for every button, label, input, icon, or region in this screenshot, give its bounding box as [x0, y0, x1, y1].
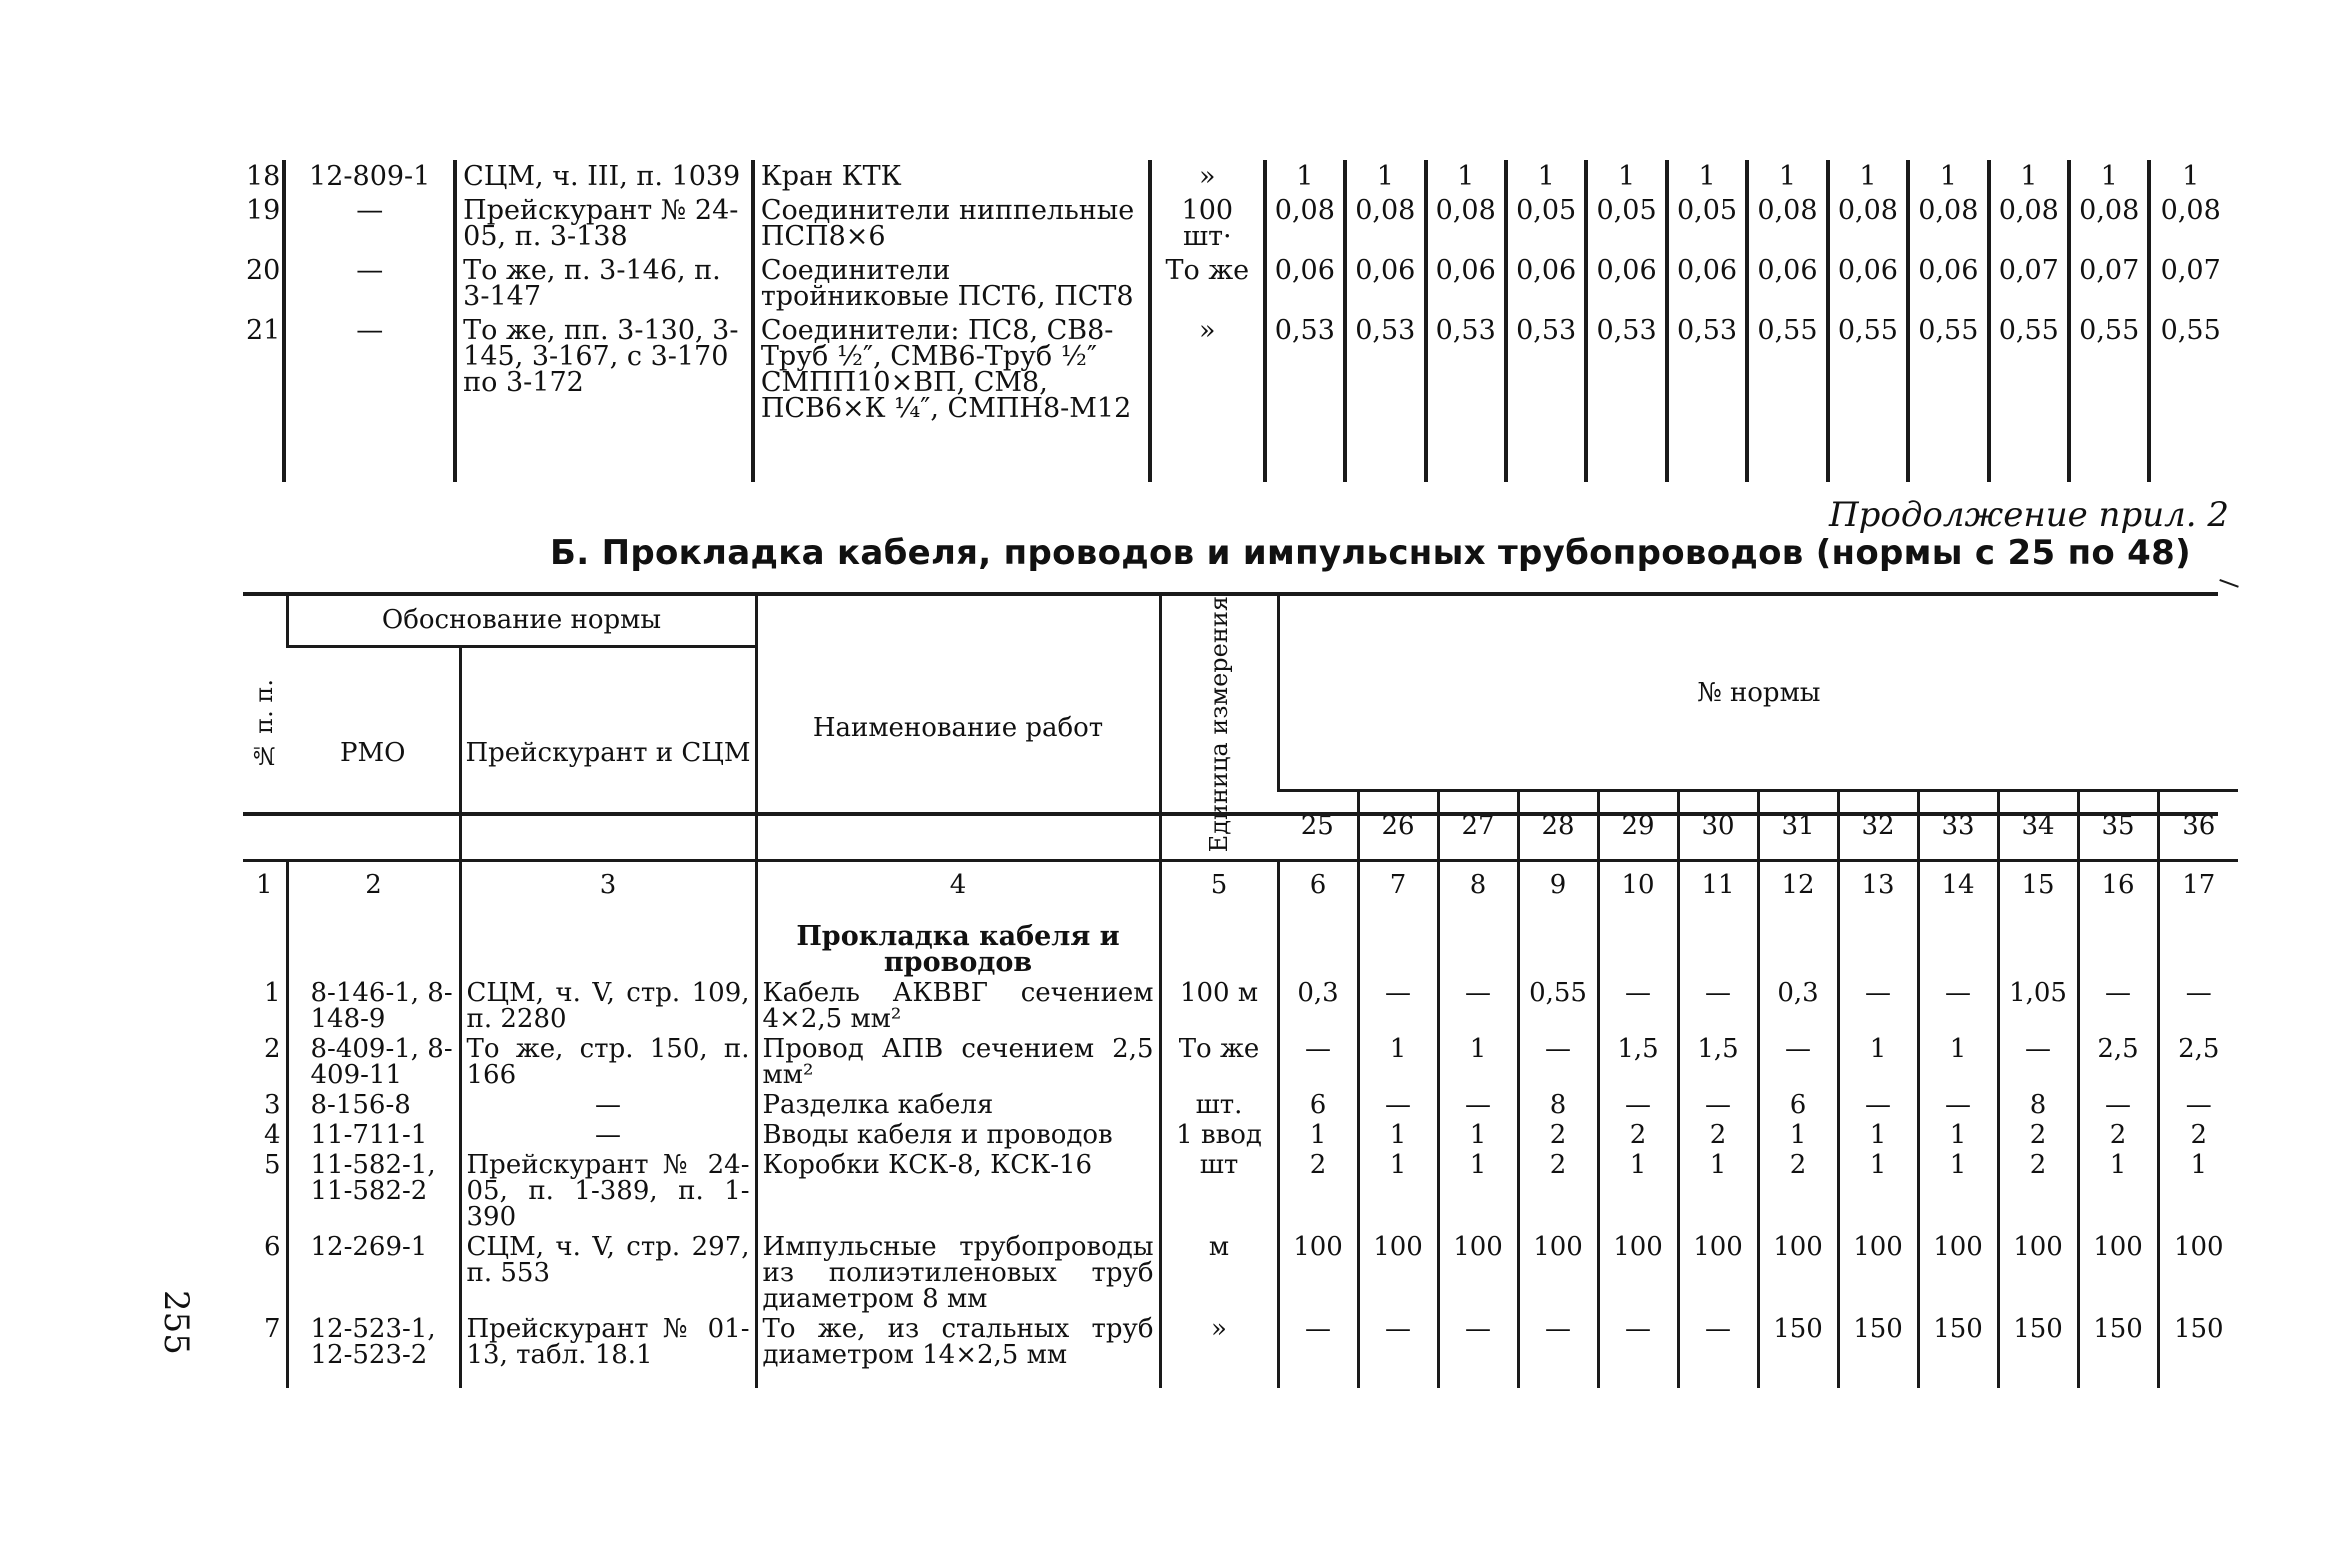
- header-basis: Обоснование нормы: [287, 596, 756, 646]
- price-ref: Прейскурант № 01-13, табл. 18.1: [460, 1314, 756, 1388]
- price-ref: —: [460, 1090, 756, 1120]
- norm-value: 0,08: [1265, 194, 1345, 254]
- header-price: Прейскурант и СЦМ: [460, 646, 756, 861]
- row-num: 3: [263, 1090, 281, 1121]
- norm-value: 1: [1265, 160, 1345, 194]
- norm-value: 0,05: [1586, 194, 1666, 254]
- norm-value: 150: [1838, 1314, 1918, 1388]
- empty-cell: [455, 426, 753, 482]
- column-number: 4: [756, 861, 1160, 909]
- norm-value: 100: [1758, 1232, 1838, 1314]
- work-name: Вводы кабеля и проводов: [756, 1120, 1160, 1150]
- work-name: То же, из стальных труб диаметром 14×2,5 мм: [756, 1314, 1160, 1388]
- empty-cell: [1989, 426, 2069, 482]
- norm-value: 1: [1838, 1034, 1918, 1090]
- norm-value: 100: [1838, 1232, 1918, 1314]
- header-rmo: РМО: [287, 646, 460, 861]
- norm-value: 1: [1358, 1150, 1438, 1232]
- price-ref: То же, пп. 3-130, 3-145, 3-167, с 3-170 по 3-172: [455, 314, 753, 426]
- column-number: 1: [255, 870, 273, 901]
- norm-value: 0,55: [1908, 314, 1988, 426]
- row-num: 4: [263, 1120, 281, 1151]
- norm-value: 2,5: [2078, 1034, 2158, 1090]
- norm-value: 150: [1918, 1314, 1998, 1388]
- empty-cell: [1586, 426, 1666, 482]
- norm-value: 0,05: [1667, 194, 1747, 254]
- table-row: [240, 160, 2230, 194]
- norm-value: —: [1598, 1314, 1678, 1388]
- norm-value: 1,5: [1598, 1034, 1678, 1090]
- empty-cell: [1667, 426, 1747, 482]
- norm-value: 0,53: [1345, 314, 1425, 426]
- norm-value: 0,06: [1506, 254, 1586, 314]
- norm-value: 2,5: [2158, 1034, 2238, 1090]
- norm-value: 1: [1506, 160, 1586, 194]
- section-heading: Б. Прокладка кабеля, проводов и импульсных трубопроводов (нормы с 25 по 48): [550, 533, 2191, 573]
- norm-value: 100: [1518, 1232, 1598, 1314]
- unit: шт: [1160, 1150, 1278, 1232]
- norm-value: 2: [1518, 1120, 1598, 1150]
- empty-cell: [284, 426, 455, 482]
- norm-value: 0,53: [1506, 314, 1586, 426]
- norm-value: —: [1598, 1090, 1678, 1120]
- norm-value: 1: [1838, 1120, 1918, 1150]
- norm-value: 1: [1678, 1150, 1758, 1232]
- work-name: Коробки КСК-8, КСК-16: [756, 1150, 1160, 1232]
- norm-value: 1: [1586, 160, 1666, 194]
- empty-cell: [2149, 426, 2230, 482]
- norm-value: —: [1838, 978, 1918, 1034]
- row-num: 7: [263, 1314, 281, 1345]
- norm-value: 100: [1918, 1232, 1998, 1314]
- norm-value: 2: [2158, 1120, 2238, 1150]
- price-ref: Прейскурант № 24-05, п. 3-138: [455, 194, 753, 254]
- table-row: [240, 194, 2230, 254]
- norm-value: —: [1758, 1034, 1838, 1090]
- norm-value: —: [1518, 1034, 1598, 1090]
- norm-value: —: [1598, 978, 1678, 1034]
- rmo-ref: 12-523-1, 12-523-2: [287, 1314, 460, 1388]
- row-num: 1: [263, 978, 281, 1009]
- norm-value: 1: [1438, 1034, 1518, 1090]
- row-num: 2: [263, 1034, 281, 1065]
- empty-cell: [2158, 908, 2238, 978]
- norm-value: 1: [2158, 1150, 2238, 1232]
- table-row: [240, 254, 2230, 314]
- norm-value: 2: [2078, 1120, 2158, 1150]
- norm-value: —: [1678, 1090, 1758, 1120]
- norm-value: 150: [2078, 1314, 2158, 1388]
- norm-value: 1: [1918, 1150, 1998, 1232]
- norm-value: 1: [1278, 1120, 1358, 1150]
- price-ref: Прейскурант № 24-05, п. 1-389, п. 1-390: [460, 1150, 756, 1232]
- norm-value: 100: [1998, 1232, 2078, 1314]
- norm-value: —: [1998, 1034, 2078, 1090]
- empty-cell: [243, 908, 287, 978]
- norm-value: 100: [1598, 1232, 1678, 1314]
- norm-value: —: [2078, 978, 2158, 1034]
- empty-cell: [1438, 908, 1518, 978]
- empty-cell: [2069, 426, 2149, 482]
- empty-cell: [1678, 908, 1758, 978]
- norm-value: 0,3: [1758, 978, 1838, 1034]
- norm-number: 26: [1358, 791, 1438, 861]
- norm-value: —: [1358, 1314, 1438, 1388]
- column-number: 10: [1598, 861, 1678, 909]
- rmo-ref: —: [284, 314, 455, 426]
- norm-value: 1: [1758, 1120, 1838, 1150]
- header-name: Наименование работ: [756, 596, 1160, 861]
- column-number: 13: [1838, 861, 1918, 909]
- norm-value: 0,53: [1265, 314, 1345, 426]
- norm-value: 0,53: [1426, 314, 1506, 426]
- table-row: [243, 1232, 2238, 1314]
- empty-cell: [1908, 426, 1988, 482]
- norm-value: 0,08: [2149, 194, 2230, 254]
- norm-number: 34: [1998, 791, 2078, 861]
- empty-cell: [1150, 426, 1265, 482]
- norm-value: 0,55: [1989, 314, 2069, 426]
- continuation-table: [240, 160, 2230, 482]
- norm-value: —: [1438, 978, 1518, 1034]
- norm-value: 100: [2078, 1232, 2158, 1314]
- empty-cell: [1265, 426, 1345, 482]
- norm-value: 0,55: [1828, 314, 1908, 426]
- norm-value: 0,08: [1989, 194, 2069, 254]
- empty-cell: [240, 426, 284, 482]
- work-name: Кабель АКВВГ сечением 4×2,5 мм²: [756, 978, 1160, 1034]
- norm-value: 8: [1998, 1090, 2078, 1120]
- rmo-ref: 11-711-1: [287, 1120, 460, 1150]
- rmo-ref: 8-146-1, 8-148-9: [287, 978, 460, 1034]
- norm-value: 100: [1438, 1232, 1518, 1314]
- norm-value: 1,05: [1998, 978, 2078, 1034]
- norm-value: —: [1358, 1090, 1438, 1120]
- header-norm: № нормы: [1278, 596, 2238, 791]
- norm-value: —: [1678, 978, 1758, 1034]
- norm-value: 2: [1758, 1150, 1838, 1232]
- table-row: [243, 1120, 2238, 1150]
- table-header-rule: [243, 812, 2218, 816]
- price-ref: СЦМ, ч. III, п. 1039: [455, 160, 753, 194]
- rmo-ref: 8-156-8: [287, 1090, 460, 1120]
- norm-value: 0,53: [1586, 314, 1666, 426]
- norm-value: 0,55: [2149, 314, 2230, 426]
- norm-value: 0,55: [2069, 314, 2149, 426]
- row-num: 20: [246, 255, 281, 286]
- norm-value: 1: [2149, 160, 2230, 194]
- column-number: 5: [1160, 861, 1278, 909]
- norm-value: 6: [1758, 1090, 1838, 1120]
- caption-continuation: Продолжение прил. 2: [1829, 495, 2229, 535]
- empty-cell: [1345, 426, 1425, 482]
- norm-number: 32: [1838, 791, 1918, 861]
- empty-cell: [1747, 426, 1827, 482]
- row-num: 19: [246, 195, 281, 226]
- unit: »: [1150, 314, 1265, 426]
- empty-cell: [1160, 908, 1278, 978]
- norm-value: 0,08: [1426, 194, 1506, 254]
- norm-value: 100: [1678, 1232, 1758, 1314]
- norm-value: —: [1438, 1314, 1518, 1388]
- empty-cell: [1598, 908, 1678, 978]
- norm-number: 35: [2078, 791, 2158, 861]
- empty-cell: [1998, 908, 2078, 978]
- rmo-ref: 11-582-1, 11-582-2: [287, 1150, 460, 1232]
- empty-cell: [460, 908, 756, 978]
- table-row: [243, 1314, 2238, 1388]
- section-title: Прокладка кабеля и проводов: [796, 921, 1120, 979]
- table-row: [243, 1034, 2238, 1090]
- price-ref: То же, п. 3-146, п. 3-147: [455, 254, 753, 314]
- norm-value: 1: [1747, 160, 1827, 194]
- norm-value: 2: [1678, 1120, 1758, 1150]
- empty-cell: [1758, 908, 1838, 978]
- header-unit: Единица измерения: [1160, 596, 1278, 861]
- norm-value: 1: [1426, 160, 1506, 194]
- norm-value: 0,05: [1506, 194, 1586, 254]
- table-row-spacer: [240, 426, 2230, 482]
- norm-value: 150: [1998, 1314, 2078, 1388]
- norms-table: [243, 596, 2238, 1388]
- norm-value: 1: [1667, 160, 1747, 194]
- norm-value: 1: [1918, 1120, 1998, 1150]
- rmo-ref: 12-809-1: [284, 160, 455, 194]
- price-ref: То же, стр. 150, п. 166: [460, 1034, 756, 1090]
- unit: »: [1160, 1314, 1278, 1388]
- row-num: 18: [246, 161, 281, 192]
- norm-value: 0,07: [1989, 254, 2069, 314]
- empty-cell: [1918, 908, 1998, 978]
- rmo-ref: 12-269-1: [287, 1232, 460, 1314]
- price-ref: СЦМ, ч. V, стр. 109, п. 2280: [460, 978, 756, 1034]
- header-num: № п. п.: [243, 596, 287, 861]
- work-name: Импульсные трубопроводы из полиэтиленовых труб диаметром 8 мм: [756, 1232, 1160, 1314]
- norm-value: 1: [1345, 160, 1425, 194]
- norm-value: 1: [1908, 160, 1988, 194]
- work-name: Соединители: ПС8, СВ8-Труб ½″, СМВ6-Труб ½″ СМПП10×ВП, СМ8, ПСВ6×К ¼″, СМПН8-М12: [753, 314, 1150, 426]
- norm-value: 100: [1278, 1232, 1358, 1314]
- norm-value: 6: [1278, 1090, 1358, 1120]
- norm-number: 33: [1918, 791, 1998, 861]
- norm-value: 1: [1438, 1120, 1518, 1150]
- norm-value: 1: [1438, 1150, 1518, 1232]
- unit: То же: [1160, 1034, 1278, 1090]
- table-row: [243, 978, 2238, 1034]
- column-number: 12: [1758, 861, 1838, 909]
- unit: 1 ввод: [1160, 1120, 1278, 1150]
- norm-value: 1: [1358, 1034, 1438, 1090]
- norm-value: 0,06: [1747, 254, 1827, 314]
- norm-value: 0,53: [1667, 314, 1747, 426]
- column-number: 8: [1438, 861, 1518, 909]
- empty-cell: [1838, 908, 1918, 978]
- work-name: Соединители тройниковые ПСТ6, ПСТ8: [753, 254, 1150, 314]
- norm-value: 0,07: [2069, 254, 2149, 314]
- rmo-ref: —: [284, 254, 455, 314]
- norm-value: 1: [1828, 160, 1908, 194]
- column-number: 7: [1358, 861, 1438, 909]
- column-number: 3: [460, 861, 756, 909]
- norm-value: 0,07: [2149, 254, 2230, 314]
- norm-value: 0,55: [1747, 314, 1827, 426]
- norm-value: —: [1278, 1314, 1358, 1388]
- rmo-ref: —: [284, 194, 455, 254]
- empty-cell: [1278, 908, 1358, 978]
- norm-value: —: [1278, 1034, 1358, 1090]
- norm-value: 150: [2158, 1314, 2238, 1388]
- norm-value: 0,06: [1908, 254, 1988, 314]
- norm-value: 0,06: [1345, 254, 1425, 314]
- unit: 100 м: [1160, 978, 1278, 1034]
- work-name: Соединители ниппельные ПСП8×6: [753, 194, 1150, 254]
- table-row: [243, 1150, 2238, 1232]
- norm-value: 0,06: [1828, 254, 1908, 314]
- norm-value: 0,3: [1278, 978, 1358, 1034]
- norm-value: —: [1838, 1090, 1918, 1120]
- table-row: [240, 314, 2230, 426]
- norm-value: —: [1678, 1314, 1758, 1388]
- norm-number: 27: [1438, 791, 1518, 861]
- row-num: 5: [263, 1150, 281, 1181]
- norm-value: —: [2158, 978, 2238, 1034]
- norm-value: 2: [1518, 1150, 1598, 1232]
- unit: шт.: [1160, 1090, 1278, 1120]
- norm-value: 0,06: [1426, 254, 1506, 314]
- norm-value: 2: [1278, 1150, 1358, 1232]
- price-ref: —: [460, 1120, 756, 1150]
- unit: »: [1150, 160, 1265, 194]
- section-cell: [756, 908, 1160, 978]
- column-number: 11: [1678, 861, 1758, 909]
- norm-value: 1: [2069, 160, 2149, 194]
- norm-value: 1: [1838, 1150, 1918, 1232]
- norm-value: 1: [1598, 1150, 1678, 1232]
- norm-value: —: [1518, 1314, 1598, 1388]
- unit: м: [1160, 1232, 1278, 1314]
- norm-number: 25: [1278, 791, 1358, 861]
- norm-value: 0,08: [1747, 194, 1827, 254]
- norm-value: 0,55: [1518, 978, 1598, 1034]
- page-number: 255: [156, 1290, 196, 1355]
- norm-value: 2: [1998, 1150, 2078, 1232]
- norm-value: 0,08: [1828, 194, 1908, 254]
- work-name: Разделка кабеля: [756, 1090, 1160, 1120]
- norm-value: 1,5: [1678, 1034, 1758, 1090]
- empty-cell: [287, 908, 460, 978]
- column-number: 15: [1998, 861, 2078, 909]
- column-number: 6: [1278, 861, 1358, 909]
- norm-value: —: [2158, 1090, 2238, 1120]
- norm-value: 1: [1358, 1120, 1438, 1150]
- norm-number: 28: [1518, 791, 1598, 861]
- column-number: 2: [287, 861, 460, 909]
- empty-cell: [753, 426, 1150, 482]
- norm-value: 100: [1358, 1232, 1438, 1314]
- norm-value: 0,08: [1908, 194, 1988, 254]
- empty-cell: [1506, 426, 1586, 482]
- norm-number: 29: [1598, 791, 1678, 861]
- norm-value: —: [1918, 978, 1998, 1034]
- norm-value: 1: [1918, 1034, 1998, 1090]
- norm-number: 31: [1758, 791, 1838, 861]
- norm-value: 2: [1598, 1120, 1678, 1150]
- column-number: 9: [1518, 861, 1598, 909]
- norm-value: —: [1438, 1090, 1518, 1120]
- norm-value: 8: [1518, 1090, 1598, 1120]
- column-number: 17: [2158, 861, 2238, 909]
- norm-value: 0,06: [1586, 254, 1666, 314]
- column-number: 16: [2078, 861, 2158, 909]
- unit: 100 шт·: [1150, 194, 1265, 254]
- price-ref: СЦМ, ч. V, стр. 297, п. 553: [460, 1232, 756, 1314]
- norm-value: 0,08: [1345, 194, 1425, 254]
- row-num: 6: [263, 1232, 281, 1263]
- empty-cell: [1828, 426, 1908, 482]
- norm-value: 100: [2158, 1232, 2238, 1314]
- norm-value: 2: [1998, 1120, 2078, 1150]
- empty-cell: [1518, 908, 1598, 978]
- column-number: 14: [1918, 861, 1998, 909]
- empty-cell: [2078, 908, 2158, 978]
- norm-value: —: [1358, 978, 1438, 1034]
- work-name: Кран КТК: [753, 160, 1150, 194]
- norm-value: 0,08: [2069, 194, 2149, 254]
- work-name: Провод АПВ сечением 2,5 мм²: [756, 1034, 1160, 1090]
- norm-value: 0,06: [1667, 254, 1747, 314]
- rmo-ref: 8-409-1, 8-409-11: [287, 1034, 460, 1090]
- section-row: [243, 908, 2238, 978]
- table-row: [243, 1090, 2238, 1120]
- norm-value: —: [1918, 1090, 1998, 1120]
- norm-value: 0,06: [1265, 254, 1345, 314]
- norm-value: 1: [2078, 1150, 2158, 1232]
- norm-value: —: [2078, 1090, 2158, 1120]
- norm-value: 150: [1758, 1314, 1838, 1388]
- unit: То же: [1150, 254, 1265, 314]
- norm-number: 36: [2158, 791, 2238, 861]
- norm-value: 1: [1989, 160, 2069, 194]
- norm-number: 30: [1678, 791, 1758, 861]
- row-num: 21: [246, 315, 281, 346]
- empty-cell: [1426, 426, 1506, 482]
- empty-cell: [1358, 908, 1438, 978]
